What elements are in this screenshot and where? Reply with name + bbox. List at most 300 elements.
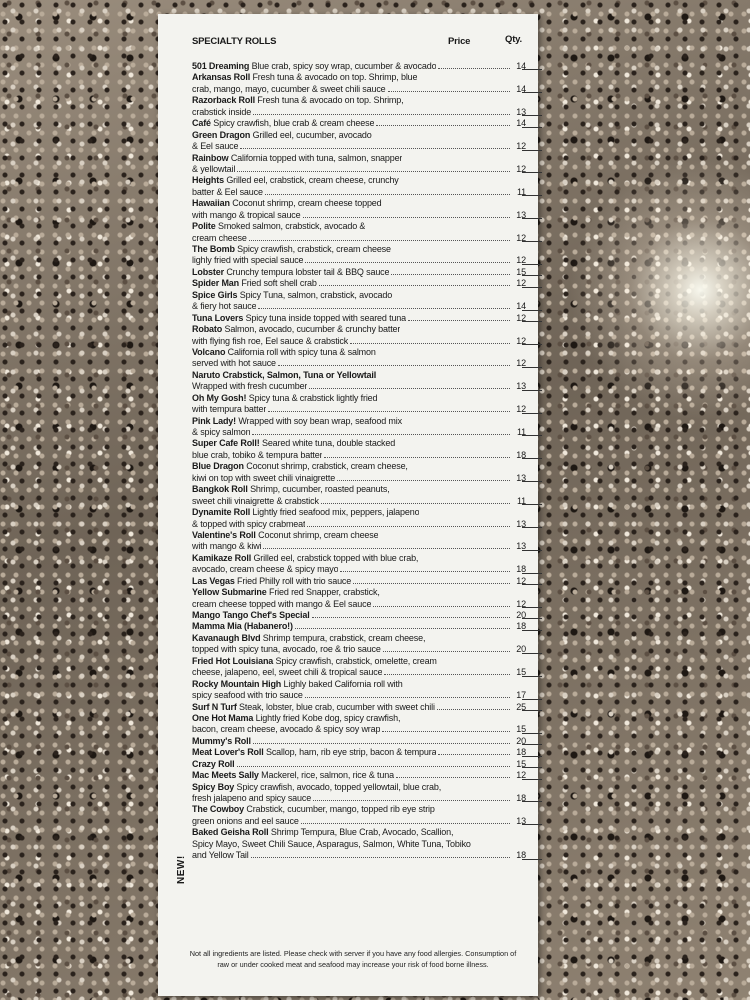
- menu-item: [192, 267, 526, 278]
- item-description: Shrimp, cucumber, roasted peanuts,: [250, 484, 390, 495]
- qty-blank[interactable]: [522, 607, 542, 608]
- dot-leader: [438, 68, 510, 69]
- qty-blank[interactable]: [522, 344, 542, 345]
- menu-item-line: [192, 519, 526, 530]
- menu-item: [192, 587, 526, 610]
- menu-item: [192, 221, 526, 244]
- menu-item-line: [192, 736, 526, 747]
- menu-item-line: [192, 587, 526, 598]
- menu-item: [192, 118, 526, 129]
- qty-blank[interactable]: [522, 744, 542, 745]
- qty-blank[interactable]: [522, 275, 542, 276]
- item-price: 12: [516, 141, 526, 152]
- item-description: Wrapped with fresh cucumber: [192, 381, 308, 392]
- dot-leader: [305, 262, 510, 263]
- menu-item-line: [192, 530, 526, 541]
- item-description: cream cheese: [192, 232, 247, 243]
- menu-item-line: [192, 804, 526, 815]
- menu-item-line: [192, 358, 526, 369]
- item-description: with mango & kiwi: [192, 541, 262, 552]
- item-price: 12: [516, 335, 526, 346]
- qty-blank[interactable]: [522, 481, 542, 482]
- qty-blank[interactable]: [522, 127, 542, 128]
- menu-item: [192, 370, 526, 393]
- menu-item-line: [192, 404, 526, 415]
- dot-leader: [337, 480, 510, 481]
- menu-item: [192, 782, 526, 805]
- item-description: cream cheese topped with mango & Eel sauce: [192, 598, 372, 609]
- menu-item: [192, 95, 526, 118]
- item-price: 12: [516, 575, 526, 586]
- menu-item: [192, 393, 526, 416]
- item-name: Razorback Roll: [192, 95, 255, 106]
- menu-item: [192, 313, 526, 324]
- item-price: 12: [516, 358, 526, 369]
- qty-blank[interactable]: [522, 172, 542, 173]
- item-name: Polite: [192, 221, 216, 232]
- menu-item-line: [192, 187, 526, 198]
- menu-item-line: [192, 724, 526, 735]
- item-name: Mamma Mia (Habanero!): [192, 621, 293, 632]
- qty-blank[interactable]: [522, 756, 542, 757]
- item-price: 11: [516, 186, 526, 197]
- item-name: Mummy's Roll: [192, 735, 251, 746]
- menu-item-line: [192, 233, 526, 244]
- qty-blank[interactable]: [522, 733, 542, 734]
- menu-item-list: [192, 61, 538, 862]
- item-description: Grilled eel, cucumber, avocado: [252, 129, 372, 140]
- menu-item-line: [192, 770, 526, 781]
- item-name: Mango Tango Chef's Special: [192, 610, 310, 620]
- dot-leader: [438, 754, 510, 755]
- item-price: 11: [516, 495, 526, 506]
- menu-item: [192, 656, 526, 679]
- item-name: Surf N Turf: [192, 701, 237, 712]
- item-description: Shrimp tempura, crabstick, cream cheese,: [262, 632, 426, 643]
- item-name: Las Vegas: [192, 575, 235, 586]
- menu-item: [192, 347, 526, 370]
- menu-item-line: [192, 747, 526, 758]
- item-description: topped with spicy tuna, avocado, roe & trio sauce: [192, 644, 381, 655]
- item-description: Grilled eel, crabstick, cream cheese, crunchy: [226, 175, 399, 186]
- qty-blank[interactable]: [522, 779, 542, 780]
- dot-leader: [263, 548, 510, 549]
- item-price: 13: [516, 381, 526, 392]
- menu-item-line: [192, 324, 526, 335]
- item-description: Spicy crawfish, blue crab & cream cheese: [213, 118, 375, 129]
- qty-column-header: Qty.: [505, 34, 522, 45]
- item-description: Spicy tuna inside topped with seared tuna: [245, 312, 407, 323]
- menu-item-line: [192, 644, 526, 655]
- item-price: 12: [516, 404, 526, 415]
- allergy-footnote: Not all ingredients are listed. Please check with server if you have any food allergies. Consumption of raw or under cooked meat and seafood may increase your risk of food borne illness.: [189, 949, 517, 969]
- item-name: 501 Dreaming: [192, 61, 250, 71]
- qty-blank[interactable]: [522, 573, 542, 574]
- price-column-header: Price: [448, 36, 471, 47]
- item-price: 12: [516, 255, 526, 266]
- menu-item: [192, 484, 526, 507]
- menu-item: [192, 736, 526, 747]
- qty-blank[interactable]: [522, 824, 542, 825]
- item-description: California roll with spicy tuna & salmon: [227, 346, 376, 357]
- menu-item: [192, 461, 526, 484]
- menu-item-line: [192, 553, 526, 564]
- menu-item: [192, 770, 526, 781]
- item-price: 20: [516, 644, 526, 655]
- menu-item-line: [192, 244, 526, 255]
- menu-item: [192, 244, 526, 267]
- item-price: 18: [516, 850, 526, 861]
- menu-item: [192, 576, 526, 587]
- item-price: 20: [516, 735, 526, 746]
- dot-leader: [312, 617, 510, 618]
- menu-item-line: [192, 782, 526, 793]
- item-name: Kavanaugh Blvd: [192, 632, 261, 643]
- item-description: Seared white tuna, double stacked: [261, 438, 396, 449]
- qty-blank[interactable]: [522, 264, 542, 265]
- menu-item-line: [192, 850, 526, 861]
- item-name: Mac Meets Sally: [192, 770, 259, 781]
- dot-leader: [437, 709, 510, 710]
- item-description: sweet chili vinaigrette & crabstick: [192, 495, 319, 506]
- item-description: Spicy tuna & crabstick lightly fried: [248, 392, 378, 403]
- qty-blank[interactable]: [522, 653, 542, 654]
- menu-item-line: [192, 473, 526, 484]
- dot-leader: [303, 217, 510, 218]
- item-name: Baked Geisha Roll: [192, 827, 269, 838]
- qty-blank[interactable]: [522, 390, 542, 391]
- qty-blank[interactable]: [522, 630, 542, 631]
- item-name: Café: [192, 118, 211, 129]
- qty-blank[interactable]: [522, 676, 542, 677]
- item-name: Lobster: [192, 266, 224, 277]
- menu-item-line: [192, 667, 526, 678]
- item-description: Salmon, avocado, cucumber & crunchy batter: [224, 324, 401, 335]
- menu-item-line: [192, 84, 526, 95]
- menu-item: [192, 804, 526, 827]
- dot-leader: [391, 274, 510, 275]
- item-description: fresh jalapeno and spicy sauce: [192, 793, 312, 803]
- menu-item-line: [192, 576, 526, 587]
- dot-leader: [350, 343, 510, 344]
- qty-blank[interactable]: [522, 699, 542, 700]
- item-name: Blue Dragon: [192, 461, 244, 472]
- item-description: bacon, cream cheese, avocado & spicy soy wrap: [192, 724, 381, 735]
- menu-item: [192, 61, 526, 72]
- item-description: crabstick inside: [192, 106, 252, 117]
- menu-item-line: [192, 198, 526, 209]
- dot-leader: [319, 285, 510, 286]
- dot-leader: [305, 697, 510, 698]
- menu-item-line: [192, 633, 526, 644]
- item-price: 18: [516, 449, 526, 460]
- item-description: spicy seafood with trio sauce: [192, 690, 303, 701]
- qty-blank[interactable]: [522, 413, 542, 414]
- new-badge: NEW!: [176, 855, 187, 884]
- item-description: Coconut shrimp, cream cheese: [258, 529, 379, 540]
- item-description: Spicy Mayo, Sweet Chili Sauce, Asparagus, Salmon, White Tuna, Tobiko: [192, 838, 471, 849]
- dot-leader: [252, 434, 510, 435]
- item-name: Bangkok Roll: [192, 484, 248, 495]
- item-name: Robato: [192, 324, 223, 335]
- menu-item-line: [192, 827, 526, 838]
- menu-item: [192, 679, 526, 702]
- item-price: 12: [516, 770, 526, 781]
- item-description: Spicy crawfish, crabstick, omelette, cream: [275, 655, 437, 666]
- menu-item-line: [192, 118, 526, 129]
- menu-item: [192, 153, 526, 176]
- item-price: 11: [516, 427, 526, 437]
- item-description: Fried Philly roll with trio sauce: [237, 575, 352, 586]
- item-price: 13: [516, 541, 526, 552]
- dot-leader: [249, 240, 510, 241]
- menu-item-line: [192, 290, 526, 301]
- menu-item-line: [192, 267, 526, 278]
- qty-blank[interactable]: [522, 241, 542, 242]
- item-description: with tempura batter: [192, 404, 267, 415]
- dot-leader: [373, 606, 510, 607]
- dot-leader: [237, 766, 510, 767]
- menu-item-line: [192, 278, 526, 289]
- item-price: 14: [516, 83, 526, 94]
- item-name: Oh My Gosh!: [192, 392, 247, 403]
- dot-leader: [340, 571, 510, 572]
- qty-blank[interactable]: [522, 310, 542, 311]
- menu-item: [192, 438, 526, 461]
- dot-leader: [388, 91, 510, 92]
- menu-item: [192, 507, 526, 530]
- qty-blank[interactable]: [522, 801, 542, 802]
- menu-item-line: [192, 656, 526, 667]
- item-description: batter & Eel sauce: [192, 186, 263, 197]
- item-description: & topped with spicy crabmeat: [192, 518, 306, 529]
- dot-leader: [237, 171, 510, 172]
- menu-item-line: [192, 130, 526, 141]
- item-price: 15: [516, 724, 526, 735]
- item-name: The Cowboy: [192, 804, 244, 815]
- menu-item: [192, 827, 526, 861]
- qty-blank[interactable]: [522, 527, 542, 528]
- item-price: 12: [516, 278, 526, 289]
- menu-item: [192, 621, 526, 632]
- item-description: Crabstick, cucumber, mango, topped rib eye strip: [246, 804, 435, 815]
- item-price: 13: [516, 472, 526, 483]
- menu-item-line: [192, 175, 526, 186]
- item-description: Wrapped with soy bean wrap, seafood mix: [238, 415, 402, 426]
- menu-item-line: [192, 301, 526, 312]
- qty-blank[interactable]: [522, 287, 542, 288]
- item-price: 14: [516, 118, 526, 129]
- menu-item: [192, 72, 526, 95]
- item-description: with flying fish roe, Eel sauce & crabstick: [192, 335, 349, 346]
- item-description: Spicy crawfish, crabstick, cream cheese: [237, 244, 391, 254]
- dot-leader: [383, 651, 510, 652]
- menu-item-line: [192, 496, 526, 507]
- menu-item-line: [192, 221, 526, 232]
- item-price: 18: [516, 621, 526, 632]
- qty-blank[interactable]: [522, 458, 542, 459]
- qty-blank[interactable]: [522, 859, 542, 860]
- item-description: lighly fried with special sauce: [192, 255, 304, 266]
- item-description: California topped with tuna, salmon, snapper: [230, 152, 403, 163]
- menu-item: [192, 324, 526, 347]
- menu-item: [192, 278, 526, 289]
- item-description: Spicy crawfish, avocado, topped yellowtail, blue crab,: [236, 781, 442, 792]
- item-name: Super Cafe Roll!: [192, 438, 260, 449]
- item-price: 14: [516, 301, 526, 312]
- menu-item-line: [192, 141, 526, 152]
- qty-blank[interactable]: [522, 550, 542, 551]
- dot-leader: [309, 388, 510, 389]
- item-price: 13: [516, 209, 526, 220]
- item-name: Spicy Boy: [192, 781, 235, 792]
- menu-item-line: [192, 347, 526, 358]
- qty-blank[interactable]: [522, 218, 542, 219]
- dot-leader: [321, 503, 510, 504]
- qty-blank[interactable]: [522, 92, 542, 93]
- menu-item-line: [192, 381, 526, 392]
- dot-leader: [324, 457, 510, 458]
- qty-blank[interactable]: [522, 710, 542, 711]
- qty-blank[interactable]: [522, 150, 542, 151]
- item-description: Coconut shrimp, cream cheese topped: [232, 198, 382, 209]
- item-price: 20: [516, 610, 526, 620]
- item-description: Spicy Tuna, salmon, crabstick, avocado: [239, 289, 393, 300]
- dot-leader: [376, 125, 510, 126]
- item-name: One Hot Mama: [192, 712, 254, 723]
- qty-blank[interactable]: [522, 69, 542, 70]
- menu-item-line: [192, 564, 526, 575]
- menu-item: [192, 553, 526, 576]
- qty-blank[interactable]: [522, 435, 542, 436]
- item-price: 18: [516, 747, 526, 758]
- qty-blank[interactable]: [522, 584, 542, 585]
- qty-blank[interactable]: [522, 767, 542, 768]
- item-name: Meat Lover's Roll: [192, 747, 264, 758]
- dot-leader: [268, 411, 510, 412]
- item-description: Fried red Snapper, crabstick,: [268, 587, 380, 598]
- menu-item-line: [192, 690, 526, 701]
- menu-item-line: [192, 210, 526, 221]
- item-description: with mango & tropical sauce: [192, 209, 301, 220]
- item-name: Dynamite Roll: [192, 507, 251, 518]
- qty-blank[interactable]: [522, 504, 542, 505]
- dot-leader: [278, 365, 510, 366]
- menu-item-line: [192, 164, 526, 175]
- dot-leader: [295, 628, 510, 629]
- menu-item-line: [192, 427, 526, 438]
- menu-item-line: [192, 450, 526, 461]
- menu-item: [192, 713, 526, 736]
- item-description: Lightly fried seafood mix, peppers, jalapeno: [252, 507, 420, 518]
- item-name: Rocky Mountain High: [192, 678, 282, 689]
- item-description: & Eel sauce: [192, 141, 239, 152]
- menu-card: [158, 14, 538, 996]
- qty-blank[interactable]: [522, 618, 542, 619]
- dot-leader: [382, 731, 510, 732]
- dot-leader: [396, 777, 510, 778]
- dot-leader: [307, 526, 510, 527]
- menu-item: [192, 702, 526, 713]
- item-description: Blue crab, spicy soy wrap, cucumber & avocado: [251, 61, 437, 71]
- item-price: 13: [516, 518, 526, 529]
- qty-blank[interactable]: [522, 115, 542, 116]
- menu-item-line: [192, 416, 526, 427]
- menu-item-line: [192, 759, 526, 770]
- item-name: Hawaiian: [192, 198, 230, 209]
- item-description: & fiery hot sauce: [192, 301, 257, 312]
- menu-item: [192, 290, 526, 313]
- item-price: 15: [516, 758, 526, 769]
- menu-item-line: [192, 61, 526, 72]
- item-description: Coconut shrimp, crabstick, cream cheese,: [246, 461, 408, 472]
- item-price: 12: [516, 598, 526, 609]
- qty-blank[interactable]: [522, 321, 542, 322]
- menu-item-line: [192, 72, 526, 83]
- item-price: 13: [516, 815, 526, 826]
- menu-item-line: [192, 793, 526, 804]
- item-description: crab, mango, mayo, cucumber & sweet chili sauce: [192, 83, 386, 94]
- menu-item: [192, 759, 526, 770]
- menu-item-line: [192, 438, 526, 449]
- menu-item-line: [192, 679, 526, 690]
- dot-leader: [301, 823, 510, 824]
- item-price: 17: [516, 690, 526, 701]
- item-description: Lightly fried Kobe dog, spicy crawfish,: [255, 712, 401, 723]
- item-description: Fresh tuna & avocado on top. Shrimp, blue: [252, 72, 418, 83]
- item-description: & yellowtail: [192, 163, 236, 174]
- menu-item: [192, 530, 526, 553]
- menu-item-line: [192, 621, 526, 632]
- dot-leader: [384, 674, 510, 675]
- menu-item-line: [192, 507, 526, 518]
- item-price: 14: [516, 61, 526, 71]
- item-description: and Yellow Tail: [192, 850, 249, 861]
- menu-item-line: [192, 95, 526, 106]
- item-name: Rainbow: [192, 152, 229, 163]
- item-description: Grilled eel, crabstick topped with blue crab,: [253, 552, 419, 563]
- item-price: 18: [516, 793, 526, 803]
- dot-leader: [251, 857, 510, 858]
- menu-item-line: [192, 599, 526, 610]
- item-name: Heights: [192, 175, 224, 186]
- item-name: Crazy Roll: [192, 758, 235, 769]
- item-name: Spice Girls: [192, 289, 238, 300]
- menu-item-line: [192, 107, 526, 118]
- dot-leader: [353, 583, 510, 584]
- menu-item-line: [192, 336, 526, 347]
- item-price: 25: [516, 701, 526, 712]
- menu-item-line: [192, 610, 526, 621]
- qty-blank[interactable]: [522, 367, 542, 368]
- item-description: avocado, cream cheese & spicy mayo: [192, 564, 339, 575]
- dot-leader: [253, 743, 510, 744]
- qty-blank[interactable]: [522, 195, 542, 196]
- dot-leader: [240, 148, 510, 149]
- menu-item-line: [192, 839, 526, 850]
- item-description: Scallop, ham, rib eye strip, bacon & tempura: [265, 747, 437, 758]
- dot-leader: [265, 194, 510, 195]
- item-name: Pink Lady!: [192, 415, 237, 426]
- dot-leader: [253, 114, 510, 115]
- section-title: SPECIALTY ROLLS: [192, 36, 277, 47]
- item-description: Crunchy tempura lobster tail & BBQ sauce: [226, 266, 390, 277]
- item-price: 12: [516, 232, 526, 243]
- menu-item-line: [192, 370, 526, 381]
- menu-item: [192, 198, 526, 221]
- item-price: 13: [516, 106, 526, 117]
- dot-leader: [313, 800, 510, 801]
